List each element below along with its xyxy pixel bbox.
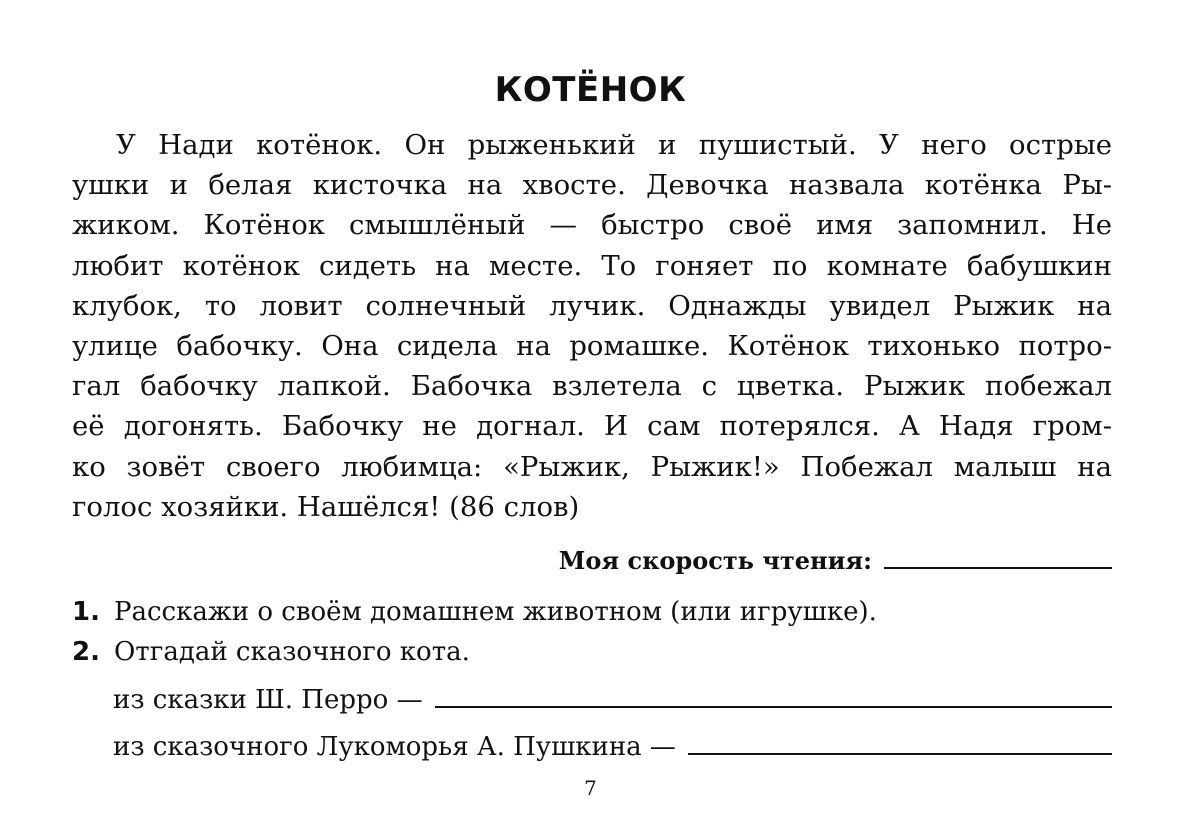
story-line: жиком. Котёнок смышлёный — быстро своё имя запомнил. Не	[72, 209, 1112, 242]
task-text: Расскажи о своём домашнем животном (или игрушке).	[114, 597, 877, 627]
reading-speed-blank[interactable]	[884, 537, 1112, 569]
answer-prompt: из сказочного Лукоморья А. Пушкина —	[113, 732, 676, 762]
task-list	[72, 592, 1112, 672]
page-number: 7	[584, 776, 597, 800]
task-number: 2.	[72, 637, 100, 667]
reading-speed-row	[559, 537, 1112, 581]
task-item	[72, 632, 1112, 672]
answer-row-perrault	[113, 676, 1112, 720]
task-text: Отгадай сказочного кота.	[114, 637, 470, 667]
story-line: ушки и белая кисточка на хвосте. Девочка назвала котёнка Ры-	[72, 169, 1112, 202]
task-number: 1.	[72, 597, 100, 627]
story-line: любит котёнок сидеть на месте. То гоняет по комнате бабушкин	[72, 249, 1112, 282]
story-line: ко зовёт своего любимца: «Рыжик, Рыжик!» Побежал малыш на	[72, 450, 1112, 483]
task-item	[72, 592, 1112, 632]
story-line: гал бабочку лапкой. Бабочка взлетела с цветка. Рыжик побежал	[72, 370, 1112, 403]
story-line: улице бабочку. Она сидела на ромашке. Котёнок тихонько потро-	[72, 329, 1112, 362]
story-line: У Нади котёнок. Он рыженький и пушистый. У него острые	[116, 129, 1112, 161]
page-title: КОТЁНОК	[494, 70, 687, 110]
story-text	[72, 125, 1112, 527]
story-line: клубок, то ловит солнечный лучик. Однажды увидел Рыжик на	[72, 289, 1112, 322]
answer-row-pushkin	[113, 723, 1112, 767]
answer-blank[interactable]	[688, 723, 1112, 755]
answer-prompt: из сказки Ш. Перро —	[113, 685, 423, 715]
story-line: голос хозяйки. Нашёлся! (86 слов)	[72, 490, 580, 523]
reading-speed-label: Моя скорость чтения:	[558, 546, 872, 575]
answer-blank[interactable]	[435, 676, 1112, 708]
story-line: её догонять. Бабочку не догнал. И сам потерялся. А Надя гром-	[72, 410, 1112, 443]
